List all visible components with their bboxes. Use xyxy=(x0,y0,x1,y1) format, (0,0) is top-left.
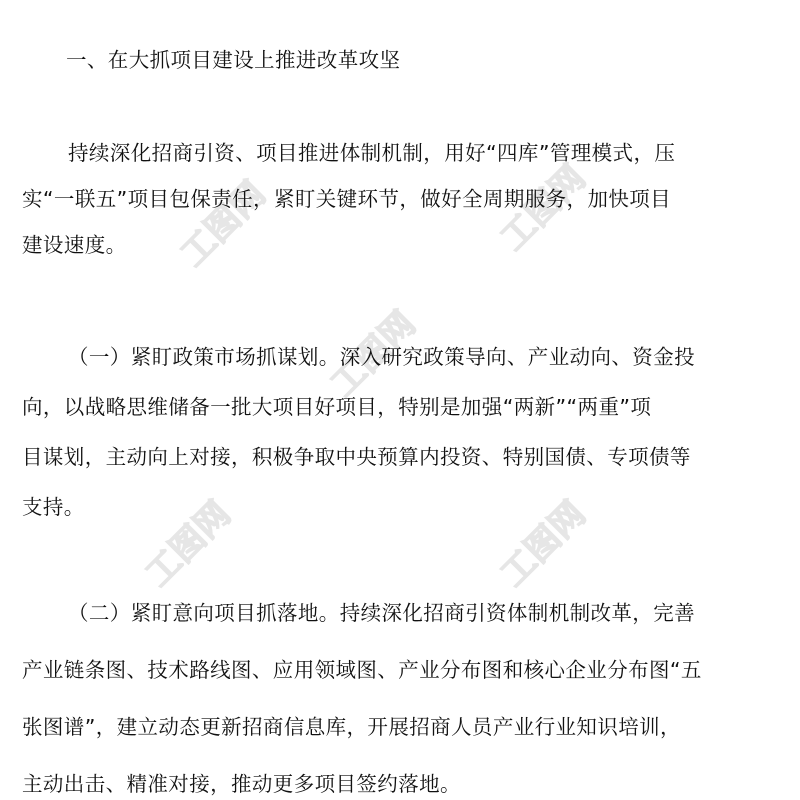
paragraph-line: 张图谱”，建立动态更新招商信息库，开展招商人员产业行业知识培训， xyxy=(22,715,681,739)
paragraph-line: 持续深化招商引资、项目推进体制机制，用好“四库”管理模式，压 xyxy=(68,141,676,165)
paragraph-1 xyxy=(22,130,782,268)
paragraph-3 xyxy=(22,585,782,800)
paragraph-line: 主动出击、精准对接，推动更多项目签约落地。 xyxy=(22,772,461,796)
watermark-text: 工图网 xyxy=(493,493,594,595)
paragraph-line: （一）紧盯政策市场抓谋划。深入研究政策导向、产业动向、资金投 xyxy=(68,345,695,369)
paragraph-line: 目谋划，主动向上对接，积极争取中央预算内投资、特别国债、专项债等 xyxy=(22,445,691,469)
paragraph-line: 支持。 xyxy=(22,495,85,519)
watermark-text: 工图网 xyxy=(173,173,274,275)
paragraph-2 xyxy=(22,332,782,532)
paragraph-line: 向，以战略思维储备一批大项目好项目，特别是加强“两新”“两重”项 xyxy=(22,395,652,419)
section-heading: 一、在大抓项目建设上推进改革攻坚 xyxy=(66,48,401,72)
watermark-text: 工图网 xyxy=(138,493,239,595)
paragraph-line: （二）紧盯意向项目抓落地。持续深化招商引资体制机制改革，完善 xyxy=(68,601,695,625)
watermark-text: 工图网 xyxy=(323,303,424,405)
paragraph-line: 产业链条图、技术路线图、应用领域图、产业分布图和核心企业分布图“五 xyxy=(22,658,702,682)
watermark-text: 工图网 xyxy=(493,157,594,259)
paragraph-line: 建设速度。 xyxy=(22,233,127,257)
paragraph-line: 实“一联五”项目包保责任，紧盯关键环节，做好全周期服务，加快项目 xyxy=(22,187,672,211)
